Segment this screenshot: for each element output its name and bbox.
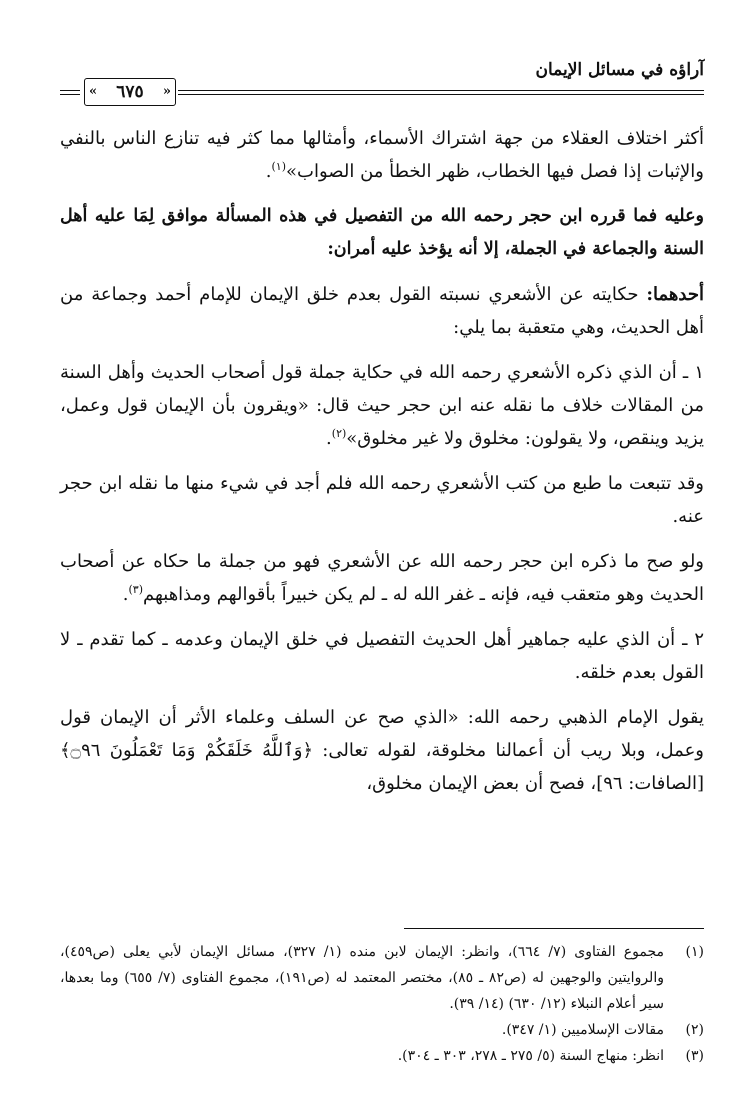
header-rule — [178, 90, 704, 95]
footnote-ref[interactable]: (٣) — [128, 583, 143, 596]
paragraph-lead: أحدهما: — [646, 284, 704, 305]
footnote-number: (٣) — [685, 1048, 704, 1064]
footnote-divider — [404, 928, 704, 929]
paragraph: أكثر اختلاف العقلاء من جهة اشتراك الأسماء، وأمثالها مما كثر فيه تنازع الناس بالنفي والإثبات إذا فصل فيها الخطاب، ظهر الخطأ من الصواب»$^{(١)}$. — [60, 128, 704, 182]
paragraph: ١ ـ أن الذي ذكره الأشعري رحمه الله في حكاية جملة قول أصحاب الحديث وأهل السنة من المقالات خلاف ما نقله عنه ابن حجر حيث قال: «ويقرون بأن الإيمان قول وعمل، يزيد وينقص، ولا يقولون: مخلوق ولا غير مخلوق»$^{(٢)}$. — [60, 362, 704, 449]
footnote-number: (١) — [685, 944, 704, 960]
main-text — [60, 122, 704, 800]
footnotes — [60, 928, 704, 1069]
footnote-text: انظر: منهاج السنة (٥/ ٢٧٥ ـ ٢٧٨، ٣٠٣ ـ ٣٠٤). — [397, 1048, 664, 1064]
page — [60, 56, 704, 812]
paragraph: ولو صح ما ذكره ابن حجر رحمه الله عن الأشعري فهو من جملة ما حكاه عن أصحاب الحديث وهو متعقب فيه، فإنه ـ غفر الله له ـ لم يكن خبيراً بأقوالهم ومذاهبهم$^{(٣)}$. — [60, 551, 704, 605]
page-number: « ٦٧٥ » — [84, 78, 176, 106]
footnote-ref[interactable]: (١) — [271, 160, 286, 173]
paragraph: أحدهما: حكايته عن الأشعري نسبته القول بعدم خلق الإيمان للإمام أحمد وجماعة من أهل الحديث، وهي متعقبة بما يلي: — [60, 284, 704, 338]
footnote — [60, 1017, 704, 1043]
paragraph: ٢ ـ أن الذي عليه جماهير أهل الحديث التفصيل في خلق الإيمان وعدمه ـ كما تقدم ـ لا القول بعدم خلقه. — [60, 629, 704, 683]
footnote-number: (٢) — [685, 1022, 704, 1038]
footnote-text: مجموع الفتاوى (٧/ ٦٦٤)، وانظر: الإيمان لابن منده (١/ ٣٢٧)، مسائل الإيمان لأبي يعلى (ص٤٥٩)، والروايتين والوجهين له (ص٨٢ ـ ٨٥)، مختصر المعتمد له (ص١٩١)، مجموع الفتاوى (٧/ ٦٥٥) وما بعدها، سير أعلام النبلاء (١٢/ ٦٣٠) (١٤/ ٣٩). — [60, 944, 665, 1012]
paragraph: وعليه فما قرره ابن حجر رحمه الله من التفصيل في هذه المسألة موافق لِمَا عليه أهل السنة والجماعة في الجملة، إلا أنه يؤخذ عليه أمران: — [60, 206, 704, 259]
footnote — [60, 939, 704, 1017]
header-title: آراؤه في مسائل الإيمان — [535, 60, 704, 80]
header-rule-end — [60, 90, 80, 95]
footnote — [60, 1043, 704, 1069]
paragraph: وقد تتبعت ما طبع من كتب الأشعري رحمه الله فلم أجد في شيء منها ما نقله ابن حجر عنه. — [60, 473, 704, 527]
running-header — [60, 56, 704, 104]
footnote-text: مقالات الإسلاميين (١/ ٣٤٧). — [501, 1022, 664, 1038]
paragraph: يقول الإمام الذهبي رحمه الله: «الذي صح عن السلف وعلماء الأثر أن الإيمان قول وعمل، وبلا ريب أن أعمالنا مخلوقة، لقوله تعالى: ﴿وَٱللَّهُ خَلَقَكُمْ وَمَا تَعْمَلُونَ ۝٩٦﴾ [الصافات: ٩٦]، فصح أن بعض الإيمان مخلوق، — [60, 707, 704, 794]
footnote-ref[interactable]: (٢) — [331, 427, 347, 440]
